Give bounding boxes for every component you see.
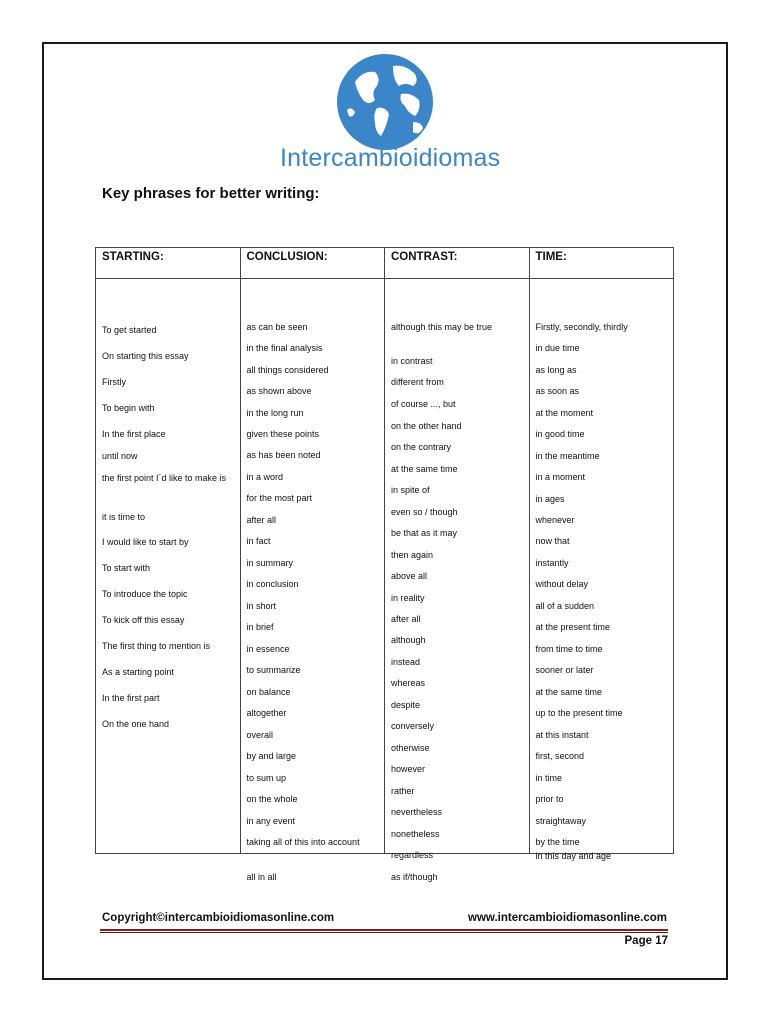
phrases-table <box>95 247 674 882</box>
phrase-item: at the same time <box>535 687 603 697</box>
phrase-item: in good time <box>535 429 585 439</box>
phrase-item: To get started <box>102 325 157 335</box>
page-heading: Key phrases for better writing: <box>102 185 320 202</box>
phrase-item: it is time to <box>102 512 146 522</box>
phrase-item: up to the present time <box>535 708 623 718</box>
phrase-item: as if/though <box>391 872 438 882</box>
phrase-item: conversely <box>391 721 435 731</box>
phrase-item: the first point I´d like to make is <box>102 473 227 483</box>
phrase-item: Firstly <box>102 377 126 387</box>
phrase-item: then again <box>391 550 434 560</box>
phrase-item: as has been noted <box>246 450 321 460</box>
phrase-item: at the same time <box>391 464 458 474</box>
phrase-item: in brief <box>246 622 274 632</box>
phrase-item: As a starting point <box>102 667 175 677</box>
phrase-item: instantly <box>535 558 569 568</box>
phrase-item: straightaway <box>535 816 587 826</box>
phrase-item: on the other hand <box>391 421 462 431</box>
phrase-item: even so / though <box>391 507 458 517</box>
website-link[interactable]: www.intercambioidiomasonline.com <box>468 912 667 924</box>
phrase-item: To begin with <box>102 403 155 413</box>
phrase-item: in reality <box>391 593 425 603</box>
globe-icon <box>335 52 435 152</box>
phrase-item: otherwise <box>391 743 430 753</box>
phrase-item: different from <box>391 377 444 387</box>
phrase-item: in the meantime <box>535 451 600 461</box>
phrase-item: in a word <box>246 472 284 482</box>
phrase-item: regardless <box>391 850 434 860</box>
phrase-item: in a moment <box>535 472 586 482</box>
footer-divider <box>100 929 668 931</box>
phrase-item: by the time <box>535 837 580 847</box>
phrase-item: whereas <box>391 678 426 688</box>
column-header-time: TIME: <box>529 248 674 279</box>
phrase-item: after all <box>246 515 277 525</box>
phrase-item: To kick off this essay <box>102 615 185 625</box>
brand-name: Intercambioidiomas <box>280 144 501 172</box>
phrase-item: in spite of <box>391 485 430 495</box>
phrase-item: as long as <box>535 365 577 375</box>
phrase-item: rather <box>391 786 415 796</box>
phrase-item: On the one hand <box>102 719 170 729</box>
phrase-item: in essence <box>246 644 290 654</box>
phrase-item: I would like to start by <box>102 537 189 547</box>
page-number: Page 17 <box>624 935 668 947</box>
phrase-item: at the moment <box>535 408 594 418</box>
phrase-item: in short <box>246 601 277 611</box>
phrase-item: nonetheless <box>391 829 440 839</box>
phrase-item: in due time <box>535 343 580 353</box>
column-header-contrast: CONTRAST: <box>385 248 530 279</box>
column-time <box>529 279 674 861</box>
phrase-item: in time <box>535 773 563 783</box>
phrase-item: although <box>391 635 426 645</box>
phrase-item: in summary <box>246 558 294 568</box>
column-contrast <box>385 279 530 882</box>
phrase-item: above all <box>391 571 428 581</box>
phrase-item: as soon as <box>535 386 580 396</box>
phrase-item: in fact <box>246 536 271 546</box>
column-header-conclusion: CONCLUSION: <box>240 248 385 279</box>
phrase-item: taking all of this into account <box>246 837 360 847</box>
phrase-item: now that <box>535 536 570 546</box>
phrase-item: all in all <box>246 872 277 882</box>
footer-divider-shadow <box>100 932 668 933</box>
phrase-item: to summarize <box>246 665 301 675</box>
phrase-item: In the first part <box>102 693 160 703</box>
phrase-item: after all <box>391 614 421 624</box>
phrase-item: overall <box>246 730 274 740</box>
column-starting <box>96 279 241 854</box>
phrase-item: in contrast <box>391 356 433 366</box>
phrase-item: however <box>391 764 426 774</box>
phrase-item: on the whole <box>246 794 298 804</box>
phrase-item: as shown above <box>246 386 312 396</box>
copyright-text: Copyright©intercambioidiomasonline.com <box>102 912 335 924</box>
phrase-item: of course ..., but <box>391 399 456 409</box>
phrase-item: In the first place <box>102 429 166 439</box>
phrase-item: The first thing to mention is <box>102 641 211 651</box>
phrase-item: nevertheless <box>391 807 443 817</box>
phrase-item: given these points <box>246 429 320 439</box>
phrase-item: at the present time <box>535 622 611 632</box>
phrase-item: instead <box>391 657 421 667</box>
phrase-item: without delay <box>535 579 589 589</box>
column-header-starting: STARTING: <box>96 248 241 279</box>
phrase-item: first, second <box>535 751 585 761</box>
column-conclusion <box>240 279 385 882</box>
phrase-item: until now <box>102 451 138 461</box>
phrase-item: to sum up <box>246 773 287 783</box>
phrase-item: for the most part <box>246 493 313 503</box>
phrase-item: on the contrary <box>391 442 452 452</box>
phrase-item: all of a sudden <box>535 601 595 611</box>
phrase-item: whenever <box>535 515 575 525</box>
phrase-item: by and large <box>246 751 297 761</box>
phrase-item: in the final analysis <box>246 343 323 353</box>
phrase-item: from time to time <box>535 644 603 654</box>
phrase-item: On starting this essay <box>102 351 189 361</box>
phrase-item: sooner or later <box>535 665 594 675</box>
phrase-item: as can be seen <box>246 322 308 332</box>
phrase-item: in any event <box>246 816 296 826</box>
phrase-item: in ages <box>535 494 565 504</box>
phrase-item: in the long run <box>246 408 304 418</box>
phrase-item: To introduce the topic <box>102 589 188 599</box>
phrase-item: Firstly, secondly, thirdly <box>535 322 628 332</box>
phrase-item: altogether <box>246 708 287 718</box>
phrase-item: at this instant <box>535 730 589 740</box>
phrase-item: on balance <box>246 687 291 697</box>
phrase-item: in this day and age <box>535 851 612 861</box>
phrase-item: all things considered <box>246 365 329 375</box>
phrase-item: To start with <box>102 563 151 573</box>
phrase-item: although this may be true <box>391 322 493 332</box>
phrase-item: despite <box>391 700 421 710</box>
phrase-item: be that as it may <box>391 528 458 538</box>
phrase-item: in conclusion <box>246 579 299 589</box>
phrase-item: prior to <box>535 794 564 804</box>
logo <box>280 52 501 177</box>
